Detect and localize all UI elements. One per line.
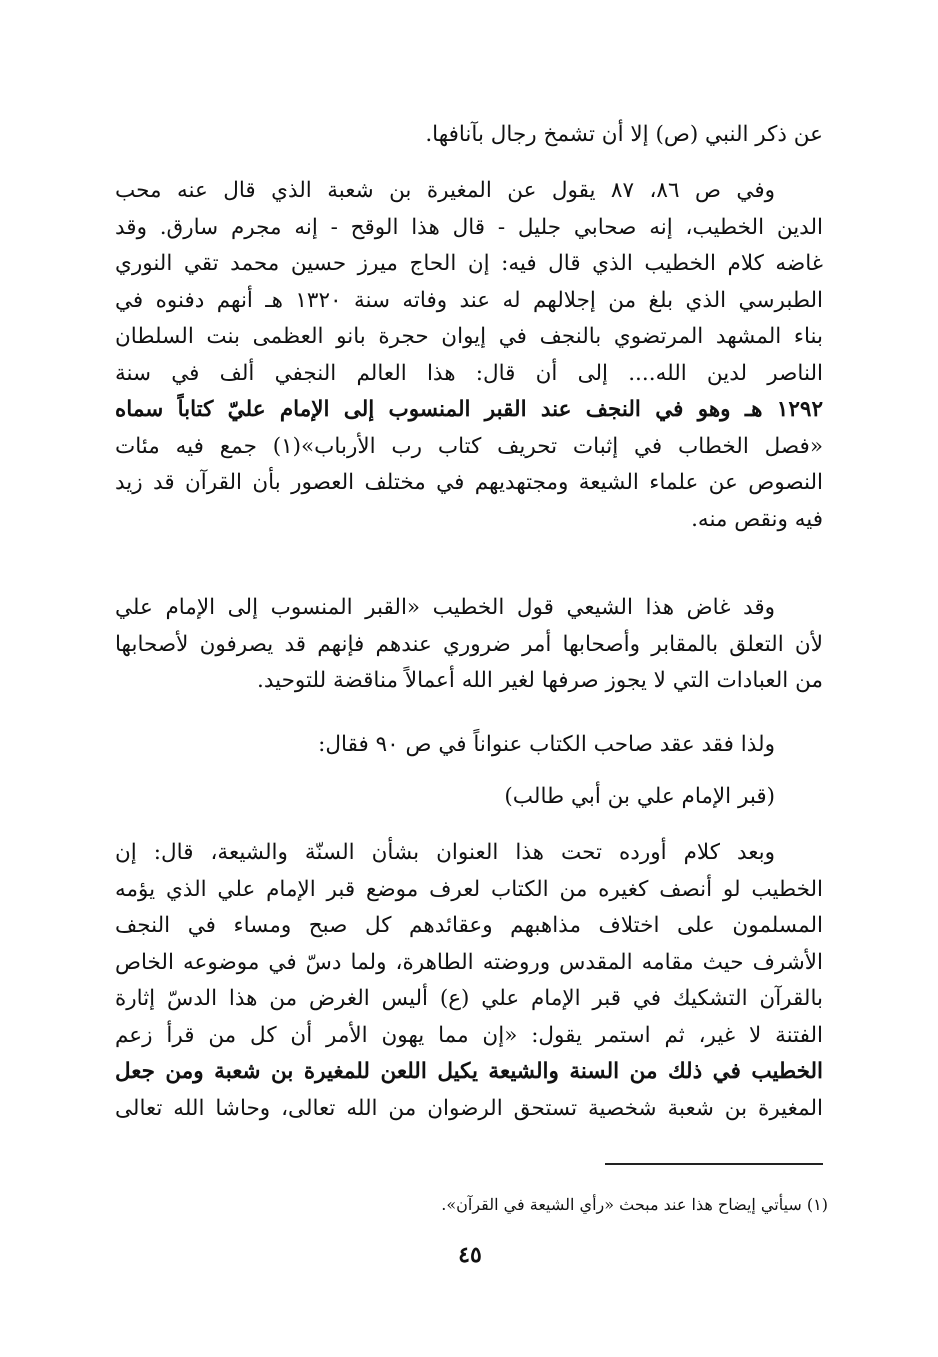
text-line: ١٢٩٢ هـ وهو في النجف عند القبر المنسوب إلى الإمام عليّ كتاباً سماه xyxy=(115,397,823,422)
text-line: من العبادات التي لا يجوز صرفها لغير الله أعمالاً مناقضة للتوحيد. xyxy=(256,668,823,693)
footnote-divider xyxy=(605,1163,823,1165)
text-line: بناء المشهد المرتضوي بالنجف في إيوان حجرة بانو العظمى بنت السلطان xyxy=(115,324,823,349)
text-line: المسلمون على اختلاف مذاهبهم وعقائدهم كل صبح ومساء في النجف xyxy=(115,913,823,938)
paragraph-6 xyxy=(115,835,823,1127)
text-line: الخطيب في ذلك من السنة والشيعة يكيل اللعن للمغيرة بن شعبة ومن جعل xyxy=(115,1059,823,1084)
paragraph-1 xyxy=(115,117,823,154)
text-line: الناصر لدين الله.... إلى أن قال: هذا العالم النجفي ألف في سنة xyxy=(115,360,823,386)
text-line: عن ذكر النبي (ص) إلا أن تشمخ رجال بآنافها. xyxy=(425,122,823,147)
text-line: الفتنة لا غير، ثم استمر يقول: «إن مما يهون الأمر أن كل من قرأ زعم xyxy=(115,1022,823,1048)
page-number: ٤٥ xyxy=(458,1242,482,1268)
text-line: لأن التعلق بالمقابر وأصحابها أمر ضروري عندهم فإنهم قد يصرفون لأصحابها xyxy=(115,631,823,657)
section-heading: (قبر الإمام علي بن أبي طالب) xyxy=(504,784,775,809)
text-line: بالقرآن التشكيك في قبر الإمام علي (ع) أليس الغرض من هذا الدسّ إثارة xyxy=(115,986,823,1011)
text-line: وبعد كلام أورده تحت هذا العنوان بشأن السنّة والشيعة، قال: إن xyxy=(115,840,775,865)
text-line: وقد غاض هذا الشيعي قول الخطيب «القبر المنسوب إلى الإمام علي xyxy=(115,595,775,620)
paragraph-3 xyxy=(115,590,823,700)
text-line: غاضه كلام الخطيب الذي قال فيه: إن الحاج ميرز حسين محمد تقي النوري xyxy=(115,251,823,276)
text-line: وفي ص ٨٦، ٨٧ يقول عن المغيرة بن شعبة الذي قال عنه محب xyxy=(115,178,775,203)
text-line: المغيرة بن شعبة شخصية تستحق الرضوان من الله تعالى، وحاشا الله تعالى xyxy=(115,1095,823,1121)
text-line: الطبرسي الذي بلغ من إجلالهم له عند وفاته سنة ١٣٢٠ هـ أنهم دفنوه في xyxy=(115,287,823,313)
text-line: النصوص عن علماء الشيعة ومجتهديهم في مختلف العصور بأن القرآن قد زيد xyxy=(115,470,823,495)
text-line: الخطيب لو أنصف كغيره من الكتاب لعرف موضع قبر الإمام علي الذي يؤمه xyxy=(115,876,823,902)
footnote: (١) سيأتي إيضاح هذا عند مبحث «رأي الشيعة في القرآن». xyxy=(441,1195,828,1214)
text-line: الأشرف حيث مقامه المقدس وروضته الطاهرة، ولما دسّ في موضوعه الخاص xyxy=(115,949,823,975)
text-line: فيه ونقص منه. xyxy=(691,506,823,532)
text-line: «فصل الخطاب في إثبات تحريف كتاب رب الأرباب»(١) جمع فيه مئات xyxy=(115,433,823,459)
chapter-intro-line: ولذا فقد عقد صاحب الكتاب عنواناً في ص ٩٠ فقال: xyxy=(318,732,775,757)
paragraph-2 xyxy=(115,173,823,538)
text-line: الدين الخطيب، إنه صحابي جليل - قال هذا الوقح - إنه مجرم سارق. وقد xyxy=(115,214,823,240)
